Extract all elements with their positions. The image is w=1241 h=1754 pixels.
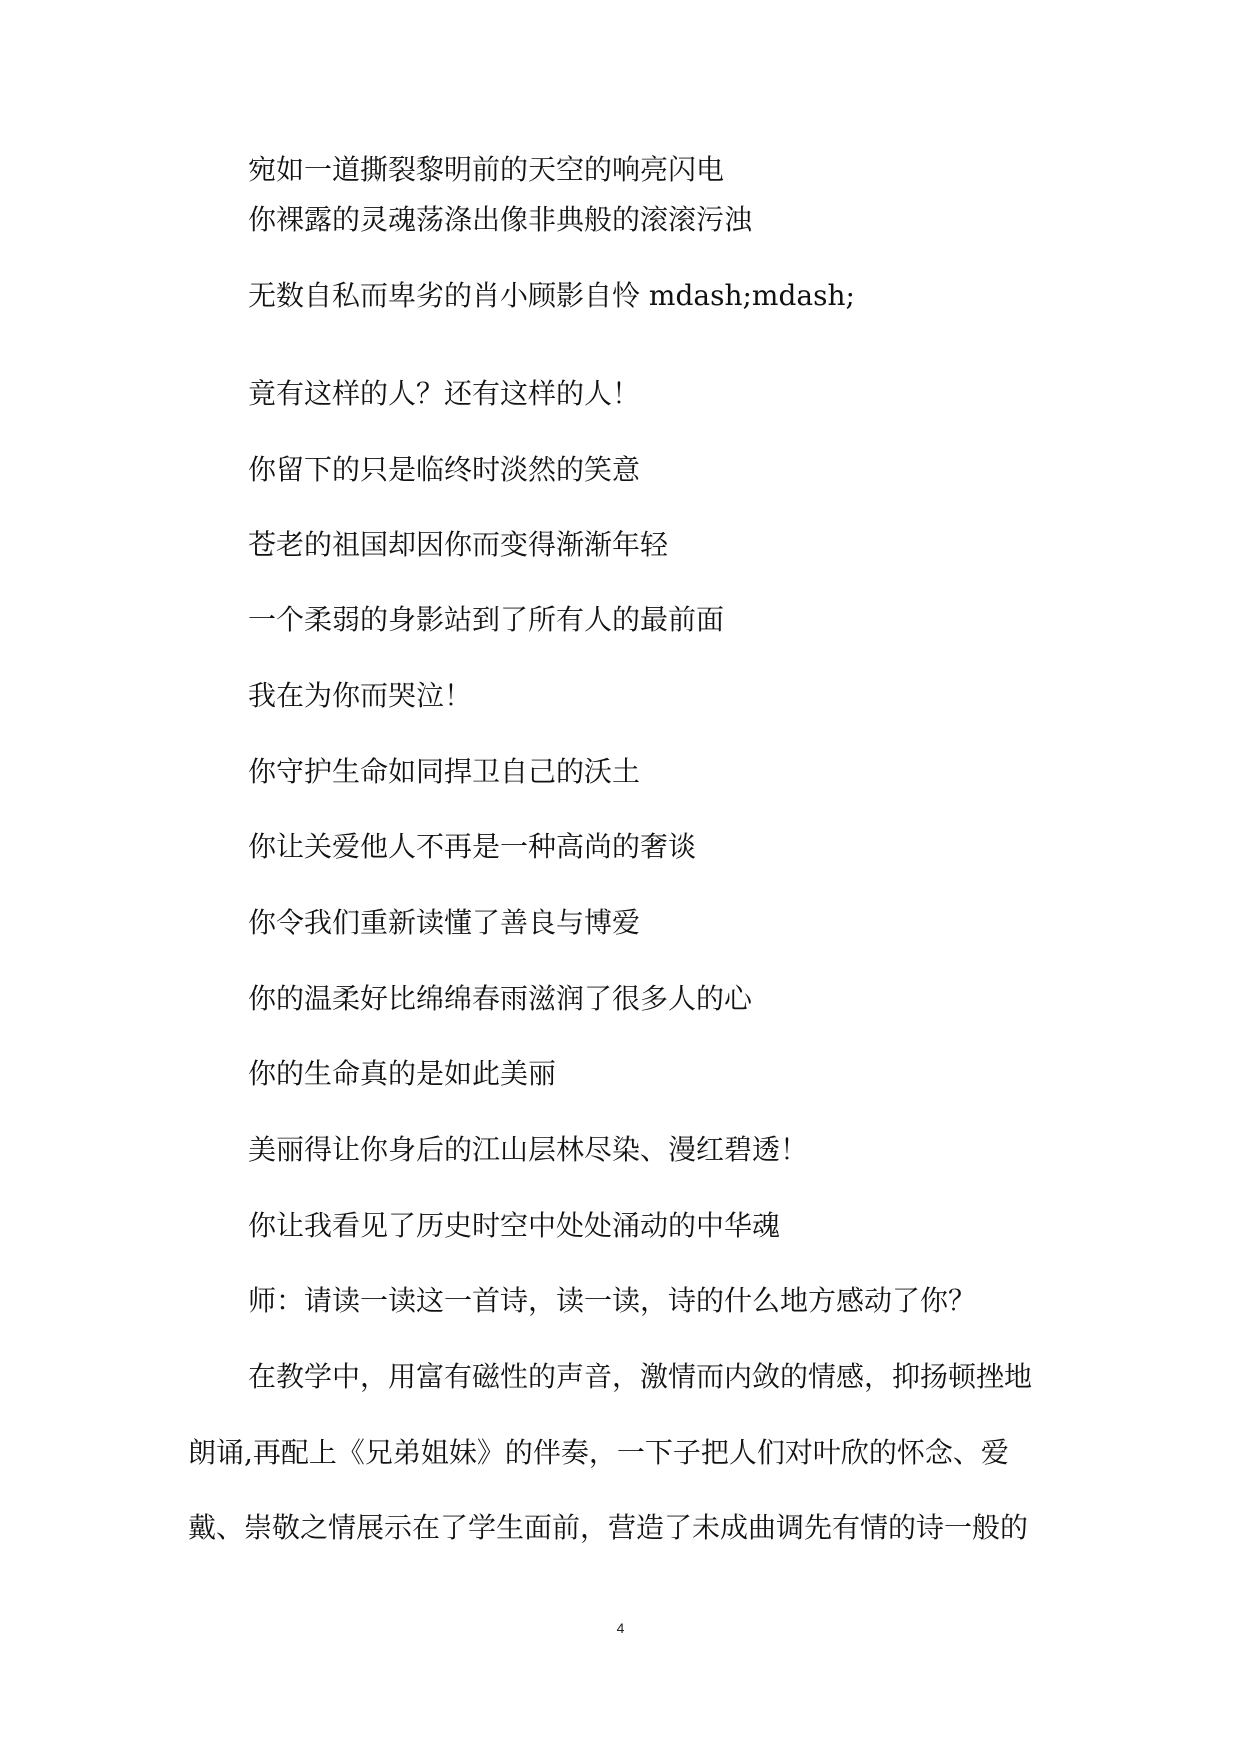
poem-line-14: 美丽得让你身后的江山层林尽染、漫红碧透！ xyxy=(248,1133,809,1166)
teacher-question: 师：请读一读这一首诗，读一读，诗的什么地方感动了你？ xyxy=(248,1284,977,1317)
poem-line-10: 你让关爱他人不再是一种高尚的奢谈 xyxy=(248,830,697,863)
poem-line-12: 你的温柔好比绵绵春雨滋润了很多人的心 xyxy=(248,982,753,1015)
page-number: 4 xyxy=(616,1620,625,1636)
paragraph-line-2: 朗诵,再配上《兄弟姐妹》的伴奏，一下子把人们对叶欣的怀念、爱 xyxy=(188,1436,1009,1469)
poem-line-15: 你让我看见了历史时空中处处涌动的中华魂 xyxy=(248,1209,781,1242)
paragraph-line-1: 在教学中，用富有磁性的声音，激情而内敛的情感，抑扬顿挫地 xyxy=(248,1360,1033,1393)
poem-line-2: 你裸露的灵魂荡涤出像非典般的滚滚污浊 xyxy=(248,203,753,236)
poem-line-9: 你守护生命如同捍卫自己的沃土 xyxy=(248,755,641,788)
poem-line-3: 无数自私而卑劣的肖小顾影自怜 mdash;mdash; xyxy=(248,279,855,312)
poem-line-4: 竟有这样的人？还有这样的人！ xyxy=(248,377,641,410)
poem-line-11: 你令我们重新读懂了善良与博爱 xyxy=(248,906,641,939)
paragraph-line-3: 戴、崇敬之情展示在了学生面前，营造了未成曲调先有情的诗一般的 xyxy=(188,1511,1029,1544)
poem-line-7: 一个柔弱的身影站到了所有人的最前面 xyxy=(248,603,725,636)
poem-line-1: 宛如一道撕裂黎明前的天空的响亮闪电 xyxy=(248,153,725,186)
poem-line-13: 你的生命真的是如此美丽 xyxy=(248,1057,557,1090)
poem-line-8: 我在为你而哭泣！ xyxy=(248,679,473,712)
poem-line-5: 你留下的只是临终时淡然的笑意 xyxy=(248,453,641,486)
poem-line-6: 苍老的祖国却因你而变得渐渐年轻 xyxy=(248,528,669,561)
